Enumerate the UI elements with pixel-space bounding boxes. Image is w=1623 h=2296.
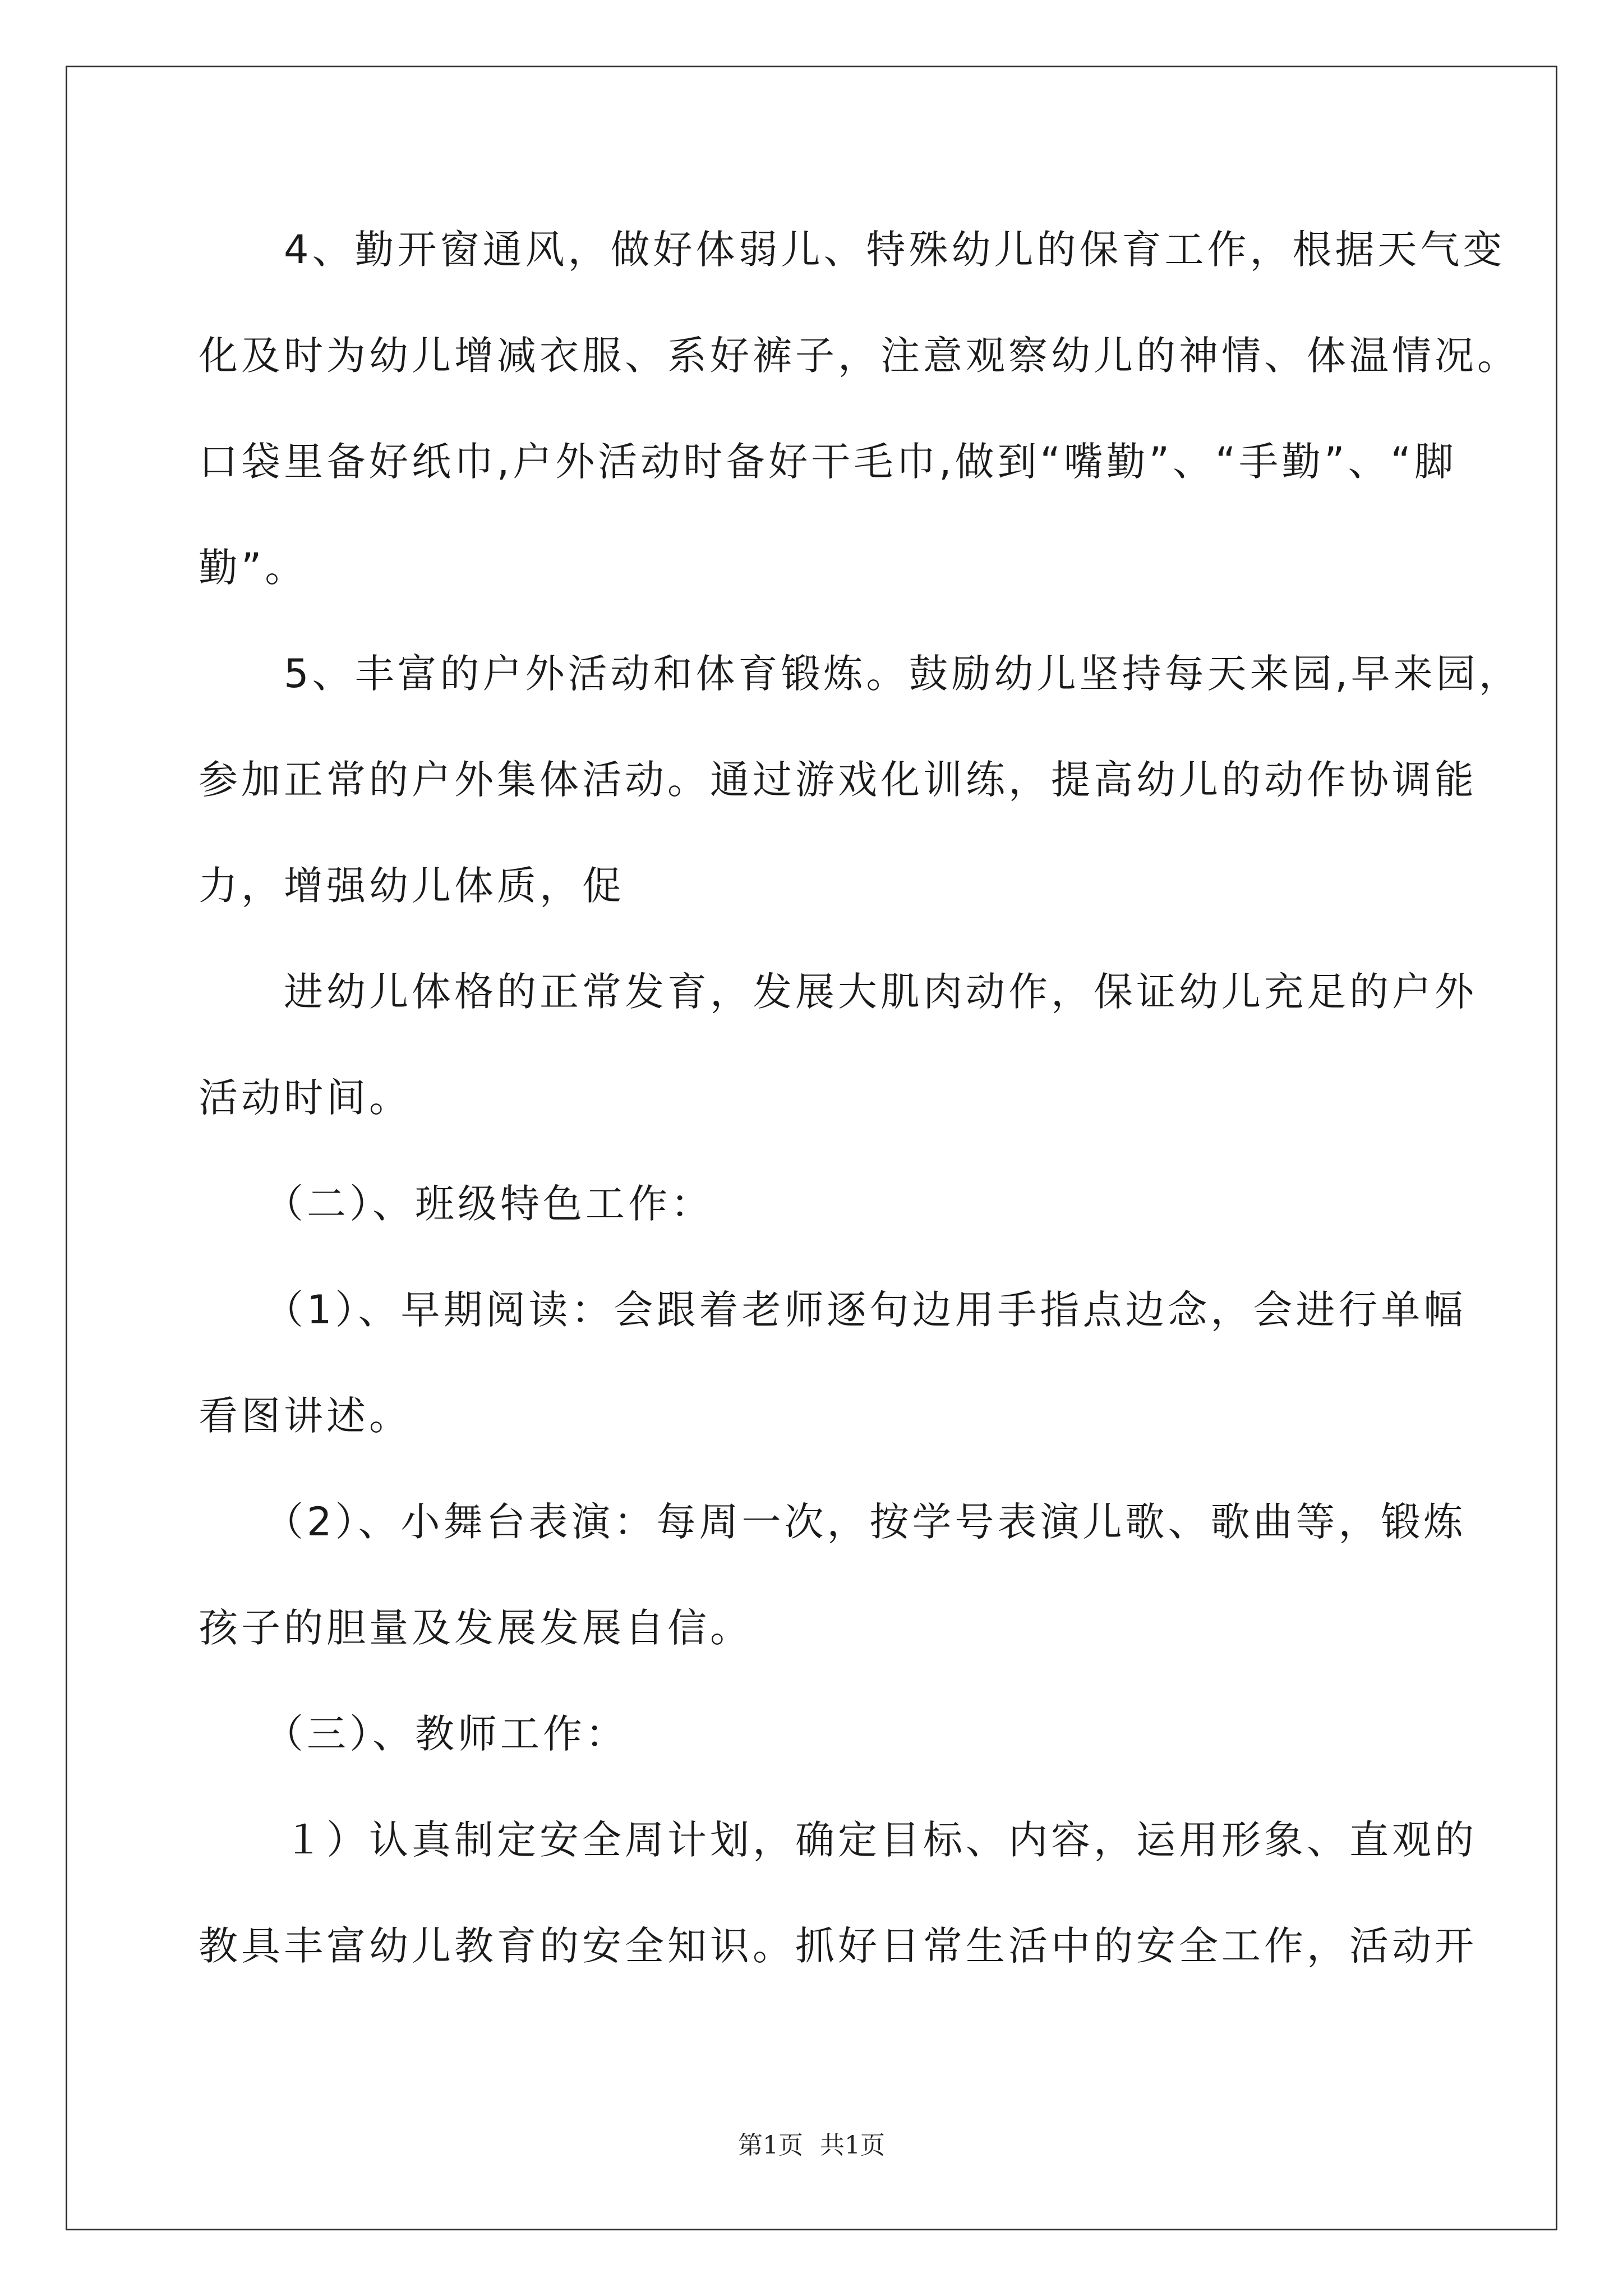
text-line: 5、丰富的户外活动和体育锻炼。鼓励幼儿坚持每天来园,早来园， <box>199 651 1521 697</box>
text-line: 口袋里备好纸巾,户外活动时备好干毛巾,做到“嘴勤”、“手勤”、“脚 <box>199 439 1457 485</box>
text-line: 进幼儿体格的正常发育，发展大肌肉动作，保证幼儿充足的户外 <box>199 969 1477 1015</box>
text-line: 4、勤开窗通风，做好体弱儿、特殊幼儿的保育工作，根据天气变 <box>199 227 1506 273</box>
page-footer <box>0 2129 1623 2162</box>
text-line: （1）、早期阅读：会跟着老师逐句边用手指点边念，会进行单幅 <box>199 1287 1467 1333</box>
text-line: 教具丰富幼儿教育的安全知识。抓好日常生活中的安全工作，活动开 <box>199 1923 1477 1969</box>
text-line: 勤”。 <box>199 545 308 591</box>
text-line: 参加正常的户外集体活动。通过游戏化训练，提高幼儿的动作协调能 <box>199 757 1477 803</box>
text-line: 孩子的胆量及发展发展自信。 <box>199 1605 753 1651</box>
page-total: 共1页 <box>820 2131 885 2160</box>
text-line: （2）、小舞台表演：每周一次，按学号表演儿歌、歌曲等，锻炼 <box>199 1499 1467 1545</box>
text-line: 化及时为幼儿增减衣服、系好裤子，注意观察幼儿的神情、体温情况。 <box>199 333 1520 379</box>
page-number: 第1页 <box>738 2131 803 2160</box>
text-line: 活动时间。 <box>199 1075 412 1121</box>
section-heading: （三）、教师工作： <box>199 1711 628 1757</box>
text-line: 看图讲述。 <box>199 1393 412 1439</box>
text-line: 力，增强幼儿体质，促 <box>199 863 625 909</box>
text-line: １）认真制定安全周计划，确定目标、内容，运用形象、直观的 <box>199 1817 1477 1863</box>
section-heading: （二）、班级特色工作： <box>199 1181 713 1227</box>
page-border <box>66 66 1557 2230</box>
